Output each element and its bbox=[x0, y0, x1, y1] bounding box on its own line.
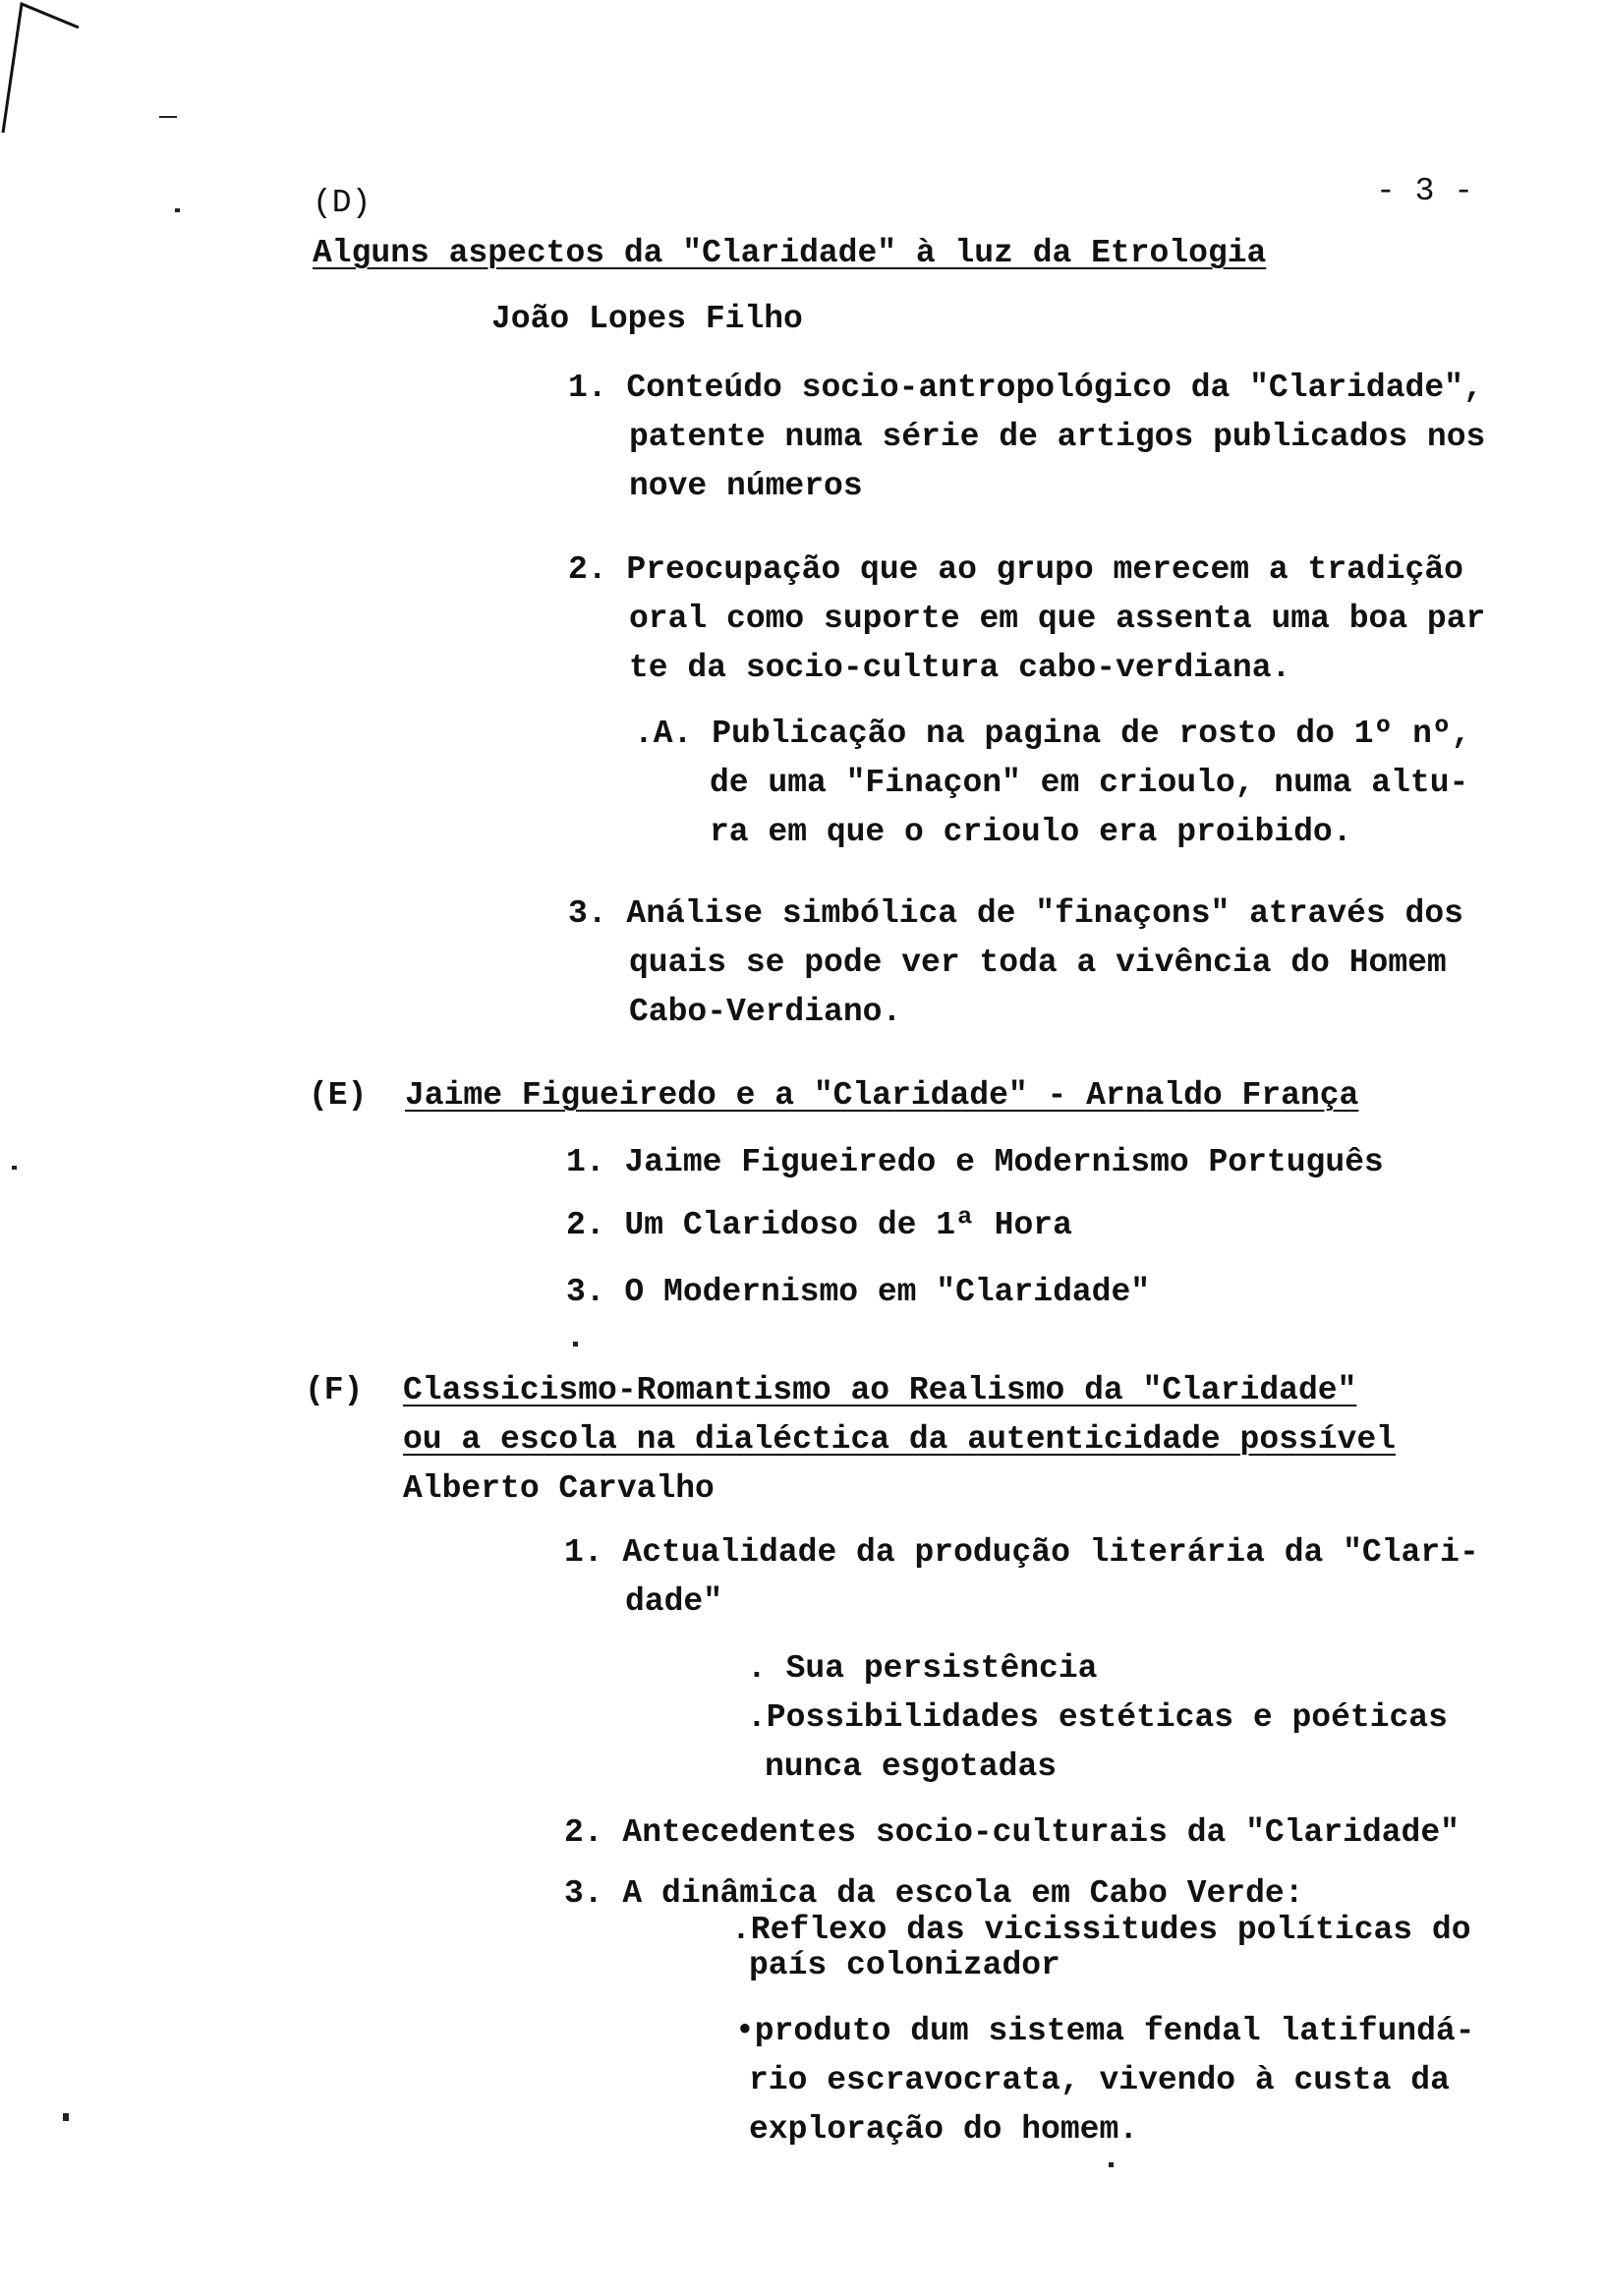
section-e-label: (E) bbox=[309, 1077, 368, 1114]
f-item3-bullet2: rio escravocrata, vivendo à custa da bbox=[749, 2062, 1450, 2098]
f-item1-line: 1. Actualidade da produção literária da "Clari- bbox=[564, 1534, 1479, 1571]
margin-dot bbox=[1109, 2162, 1114, 2167]
page-number: - 3 - bbox=[1376, 173, 1474, 209]
f-item1-bullet: .Possibilidades estéticas e poéticas bbox=[747, 1699, 1448, 1736]
section-f-label: (F) bbox=[305, 1372, 364, 1408]
d-item3-line: Cabo-Verdiano. bbox=[629, 994, 902, 1030]
f-item3-line: 3. A dinâmica da escola em Cabo Verde: bbox=[564, 1875, 1304, 1912]
e-item: 3. O Modernismo em "Claridade" bbox=[566, 1274, 1151, 1310]
margin-dot bbox=[12, 1166, 17, 1170]
margin-dot bbox=[573, 1342, 578, 1347]
d-item3-line: quais se pode ver toda a vivência do Homem bbox=[629, 945, 1447, 981]
d-item1-line: nove números bbox=[629, 468, 863, 504]
d-item3-line: 3. Análise simbólica de "finaçons" através dos bbox=[568, 895, 1463, 932]
d-item2-sub-line: .A. Publicação na pagina de rosto do 1º nº, bbox=[634, 716, 1471, 752]
section-f-title-line2: ou a escola na dialéctica da autenticidade possível bbox=[403, 1421, 1396, 1458]
margin-dash bbox=[159, 116, 177, 118]
d-item1-line: 1. Conteúdo socio-antropológico da "Claridade", bbox=[568, 370, 1483, 406]
corner-scan-mark bbox=[0, 0, 88, 138]
d-item2-sub-line: de uma "Finaçon" em crioulo, numa altu- bbox=[710, 765, 1469, 801]
f-item3-bullet2: •produto dum sistema fendal latifundá- bbox=[735, 2013, 1475, 2049]
e-item: 1. Jaime Figueiredo e Modernismo Português bbox=[566, 1144, 1384, 1180]
section-d-title: Alguns aspectos da "Claridade" à luz da Etrologia bbox=[313, 235, 1267, 271]
margin-dot bbox=[175, 208, 180, 212]
f-item1-bullet: nunca esgotadas bbox=[765, 1749, 1058, 1785]
f-item3-bullet1: .Reflexo das vicissitudes políticas do bbox=[731, 1912, 1471, 1948]
section-d-label: (D) bbox=[313, 185, 372, 221]
section-f-title-line1: Classicismo-Romantismo ao Realismo da "Claridade" bbox=[403, 1372, 1357, 1408]
f-item3-bullet1: país colonizador bbox=[749, 1947, 1060, 1983]
d-item2-line: 2. Preocupação que ao grupo merecem a tradição bbox=[568, 551, 1463, 588]
d-item2-line: te da socio-cultura cabo-verdiana. bbox=[629, 650, 1291, 686]
section-f-author: Alberto Carvalho bbox=[403, 1470, 715, 1507]
margin-dot bbox=[63, 2113, 69, 2121]
d-item2-line: oral como suporte em que assenta uma boa par bbox=[629, 601, 1486, 637]
f-item3-bullet2: exploração do homem. bbox=[749, 2111, 1139, 2148]
d-item2-sub-line: ra em que o crioulo era proibido. bbox=[710, 814, 1352, 850]
f-item2: 2. Antecedentes socio-culturais da "Claridade" bbox=[564, 1814, 1460, 1851]
e-item: 2. Um Claridoso de 1ª Hora bbox=[566, 1207, 1072, 1243]
d-item1-line: patente numa série de artigos publicados nos bbox=[629, 419, 1486, 455]
f-item1-bullet: . Sua persistência bbox=[747, 1650, 1098, 1687]
section-d-author: João Lopes Filho bbox=[491, 301, 803, 337]
section-e-title: Jaime Figueiredo e a "Claridade" - Arnaldo França bbox=[405, 1077, 1359, 1114]
f-item1-line: dade" bbox=[625, 1583, 723, 1620]
